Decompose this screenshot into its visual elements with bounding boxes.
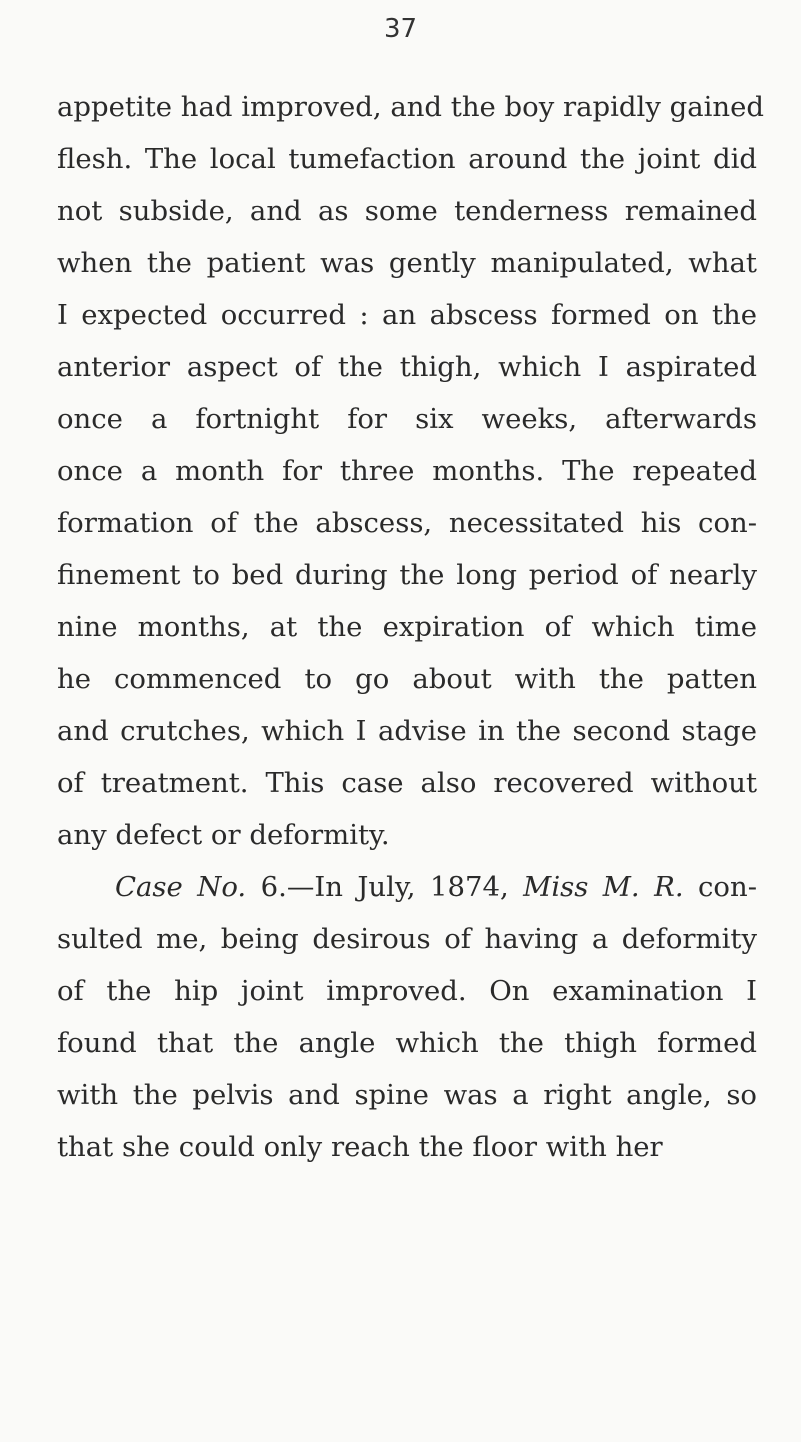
text-line: with the pelvis and spine was a right angle, so (57, 1079, 757, 1111)
text-line: once a fortnight for six weeks, afterwards (57, 403, 757, 435)
text-line: finement to bed during the long period of nearly (57, 559, 757, 591)
text-line: formation of the abscess, necessitated his con- (57, 507, 757, 539)
text-line: once a month for three months. The repeated (57, 455, 757, 487)
text-line: anterior aspect of the thigh, which I aspirated (57, 351, 757, 383)
page-number: 37 (383, 14, 418, 44)
text-line: found that the angle which the thigh formed (57, 1027, 757, 1059)
text-line: when the patient was gently manipulated, what (57, 247, 757, 279)
text-line: of the hip joint improved. On examination I (57, 975, 757, 1007)
text-line: sulted me, being desirous of having a deformity (57, 923, 757, 955)
case-number: 6. (260, 871, 287, 903)
text-line: I expected occurred : an abscess formed on the (57, 299, 757, 331)
text-line: that she could only reach the floor with her (57, 1131, 663, 1163)
text-line: he commenced to go about with the patten (57, 663, 757, 695)
text-line: any defect or deformity. (57, 819, 390, 851)
text-line: and crutches, which I advise in the second stage (57, 715, 757, 747)
body-text (57, 81, 764, 1173)
case-heading-line (57, 861, 757, 913)
text-line: not subside, and as some tenderness remained (57, 195, 757, 227)
text-line: appetite had improved, and the boy rapidly gained (57, 91, 764, 123)
case-line-rest: con- (698, 871, 757, 903)
case-date: —In July, 1874, (286, 871, 509, 903)
case-label: Case No. (115, 871, 247, 903)
patient-name: Miss M. R. (523, 871, 684, 903)
text-line: flesh. The local tumefaction around the joint did (57, 143, 757, 175)
text-line: nine months, at the expiration of which time (57, 611, 757, 643)
text-line: of treatment. This case also recovered without (57, 767, 757, 799)
